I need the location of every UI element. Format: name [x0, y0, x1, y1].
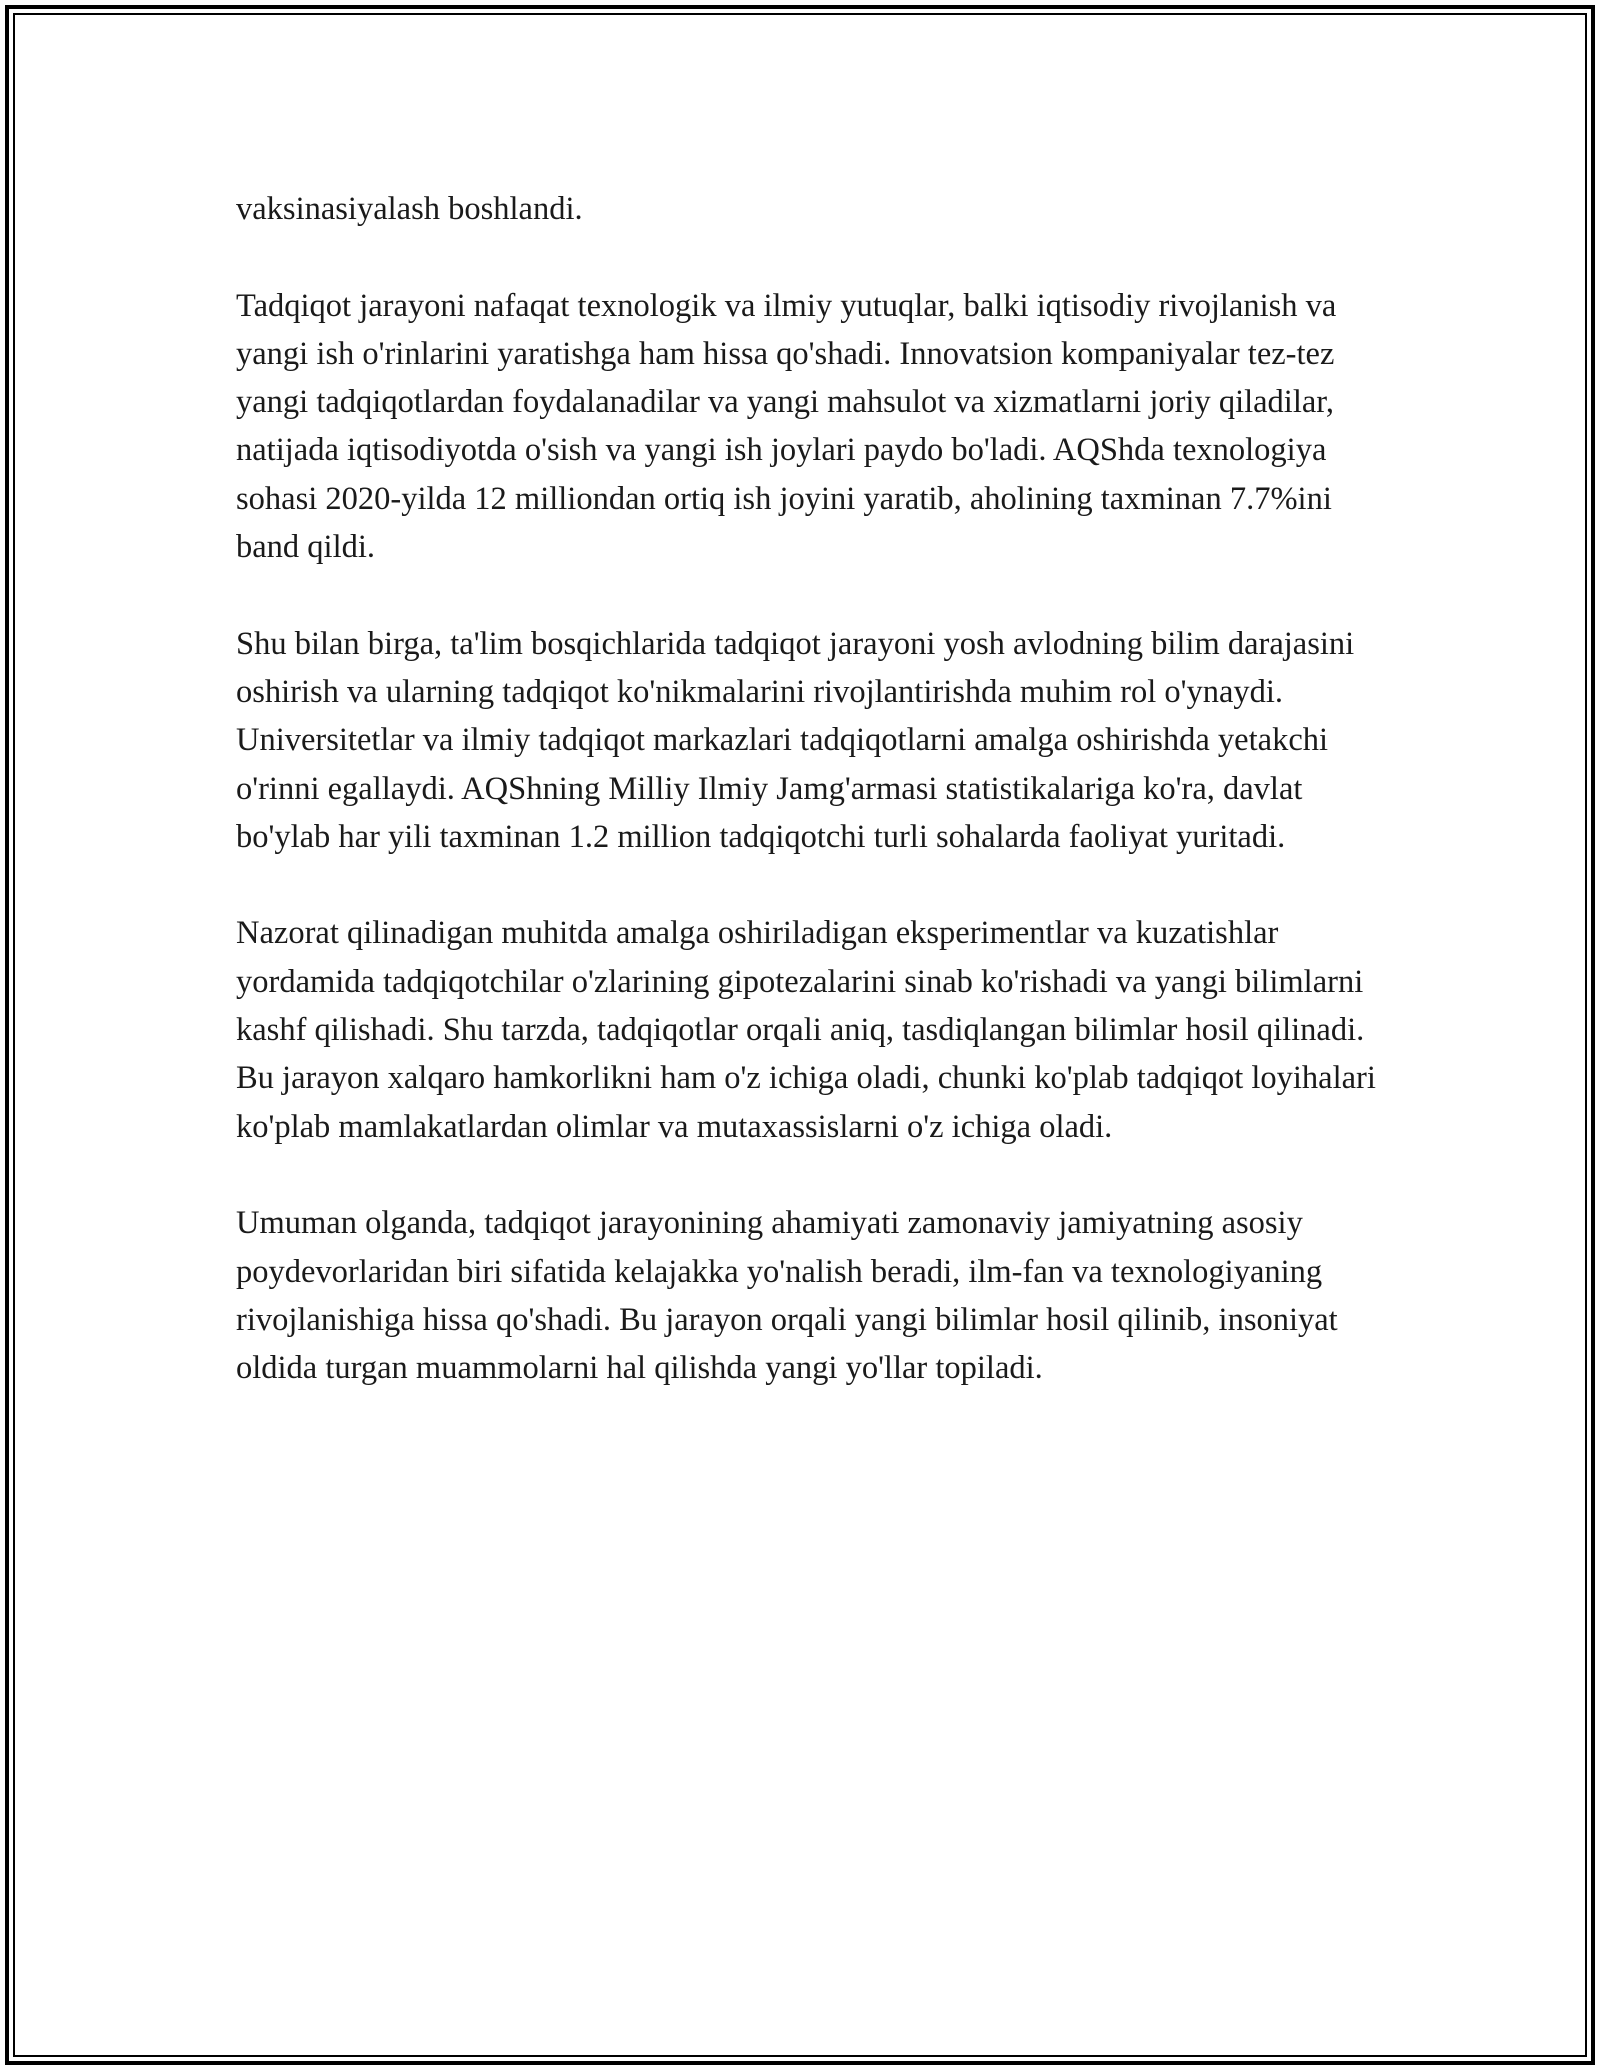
paragraph: Nazorat qilinadigan muhitda amalga oshiriladigan eksperimentlar va kuzatishlar yordamida tadqiqotchilar o'zlarining gipotezalarini sinab ko'rishadi va yangi bilimlarni kashf qilishadi. Shu tarzda, tadqiqotlar orqali aniq, tasdiqlangan bilimlar hosil qilinadi. Bu jarayon xalqaro hamkorlikni ham o'z ichiga oladi, chunki ko'plab tadqiqot loyihalari ko'plab mamlakatlardan olimlar va mutaxassislarni o'z ichiga oladi. [236, 915, 1376, 1145]
paragraph: vaksinasiyalash boshlandi. [236, 191, 583, 227]
paragraph: Shu bilan birga, ta'lim bosqichlarida tadqiqot jarayoni yosh avlodning bilim darajasini oshirish va ularning tadqiqot ko'nikmalarini rivojlantirishda muhim rol o'ynaydi. Universitetlar va ilmiy tadqiqot markazlari tadqiqotlarni amalga oshirishda yetakchi o'rinni egallaydi. AQShning Milliy Ilmiy Jamg'armasi statistikalariga ko'ra, davlat bo'ylab har yili taxminan 1.2 million tadqiqotchi turli sohalarda faoliyat yuritadi. [236, 625, 1355, 855]
document-body [236, 185, 1386, 1441]
paragraph: Umuman olganda, tadqiqot jarayonining ahamiyati zamonaviy jamiyatning asosiy poydevorlaridan biri sifatida kelajakka yo'nalish beradi, ilm-fan va texnologiyaning rivojlanishiga hissa qo'shadi. Bu jarayon orqali yangi bilimlar hosil qilinib, insoniyat oldida turgan muammolarni hal qilishda yangi yo'llar topiladi. [236, 1205, 1338, 1387]
paragraph: Tadqiqot jarayoni nafaqat texnologik va ilmiy yutuqlar, balki iqtisodiy rivojlanish va yangi ish o'rinlarini yaratishga ham hissa qo'shadi. Innovatsion kompaniyalar tez-tez yangi tadqiqotlardan foydalanadilar va yangi mahsulot va xizmatlarni joriy qiladilar, natijada iqtisodiyotda o'sish va yangi ish joylari paydo bo'ladi. AQShda texnologiya sohasi 2020-yilda 12 milliondan ortiq ish joyini yaratib, aholining taxminan 7.7%ini band qildi. [236, 287, 1337, 566]
